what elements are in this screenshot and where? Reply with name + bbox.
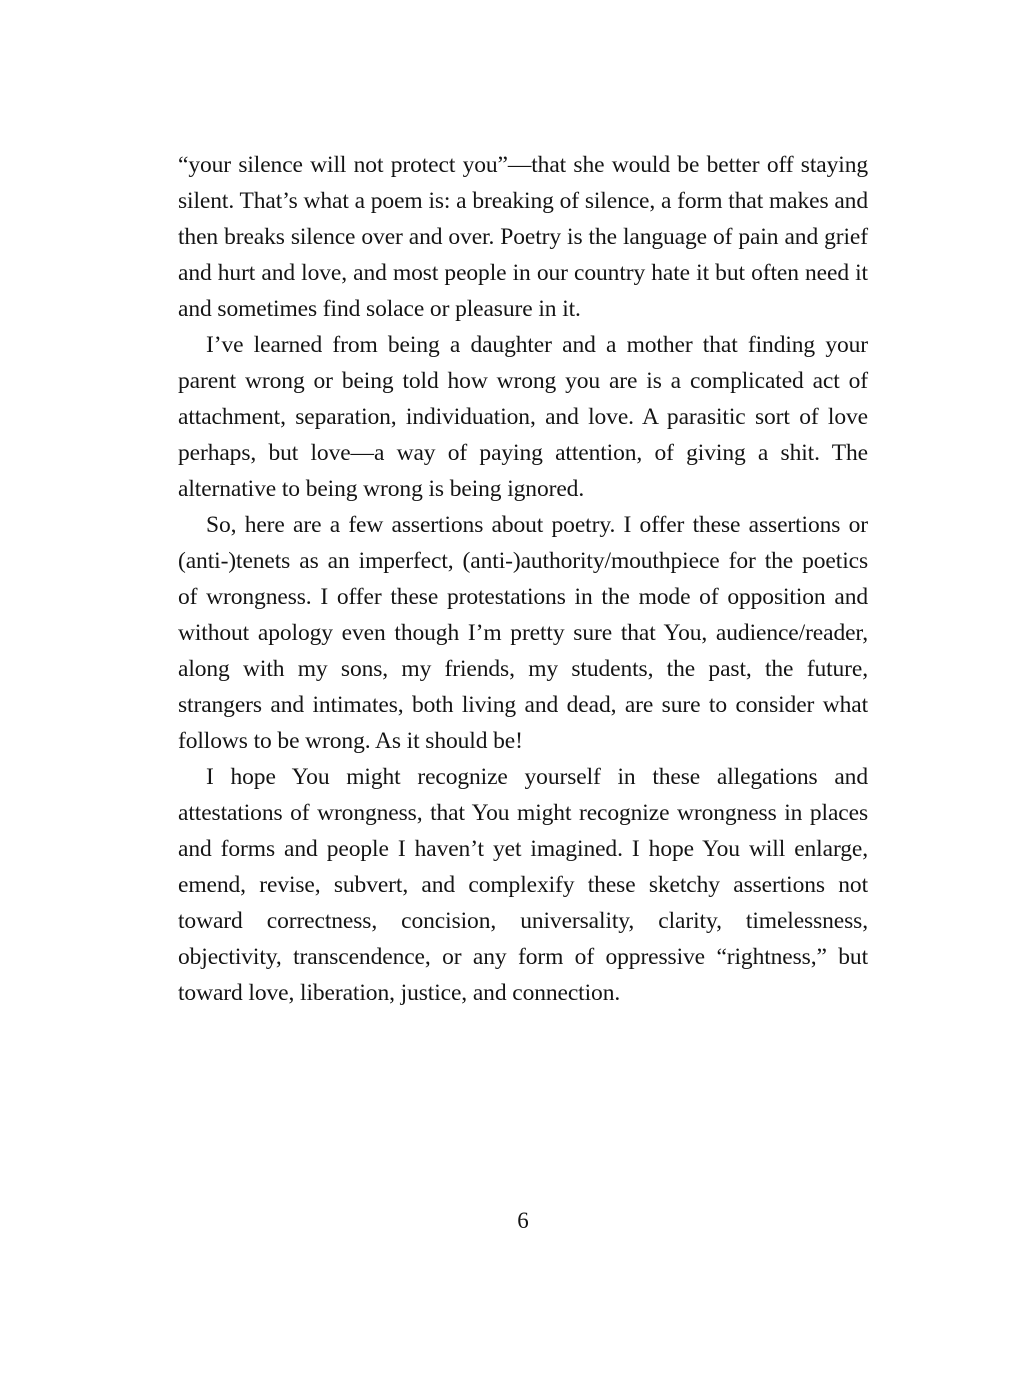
page-number: 6 <box>517 1208 529 1233</box>
paragraph: I’ve learned from being a daughter and a mother that finding your parent wrong or being told how wrong you are is a complicated act of attachment, separation, individuation, and love. A parasitic sort of love perhaps, but love—a way of paying attention, of giving a shit. The alternative to being wrong is being ignored. <box>178 332 868 502</box>
paragraph: I hope You might recognize yourself in these allegations and attestations of wrongness, that You might recognize wrongness in places and forms and people I haven’t yet imagined. I hope You will enlarge, emend, revise, subvert, and complexify these sketchy assertions not toward correctness, concision, universality, clarity, timelessness, objectivity, transcendence, or any form of oppressive “rightness,” but toward love, liberation, justice, and connection. <box>178 764 868 1006</box>
paragraph: “your silence will not protect you”—that she would be better off staying silent. That’s what a poem is: a breaking of silence, a form that makes and then breaks silence over and over. Poetry is the language of pain and grief and hurt and love, and most people in our country hate it but often need it and sometimes find solace or pleasure in it. <box>178 152 868 322</box>
paragraph: So, here are a few assertions about poetry. I offer these assertions or (anti-)tenets as an imperfect, (anti-)authority/mouthpiece for the poetics of wrongness. I offer these protestations in the mode of opposition and without apology even though I’m pretty sure that You, audience/reader, along with my sons, my friends, my students, the past, the future, strangers and intimates, both living and dead, are sure to consider what follows to be wrong. As it should be! <box>178 512 868 754</box>
body-text <box>178 147 868 1011</box>
